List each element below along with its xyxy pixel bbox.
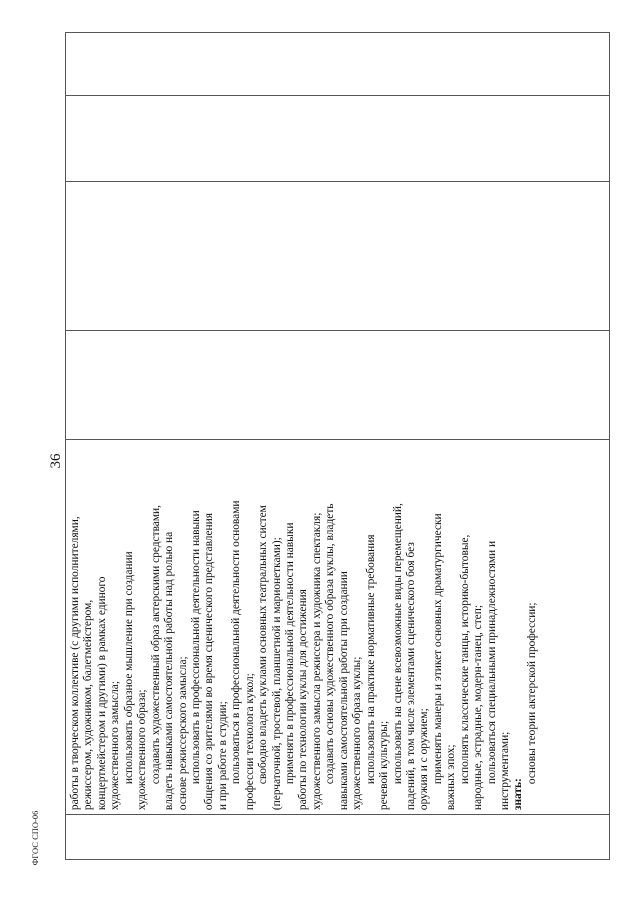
text-line: применять в профессиональной деятельности навыки xyxy=(284,522,296,785)
text-line: концертмейстером и другими) в рамках единого xyxy=(95,576,108,811)
text-line: основы теории актерской профессии; xyxy=(525,602,538,785)
text-line: использовать на сцене всевозможные виды перемещений, xyxy=(391,503,404,785)
text-line: знать: xyxy=(512,778,525,811)
text-line: исполнять классические танцы, историко-бытовые, xyxy=(458,534,471,785)
text-line: пользоваться в профессиональной деятельности основами xyxy=(230,500,243,785)
text-line: художественного образа; xyxy=(136,689,149,811)
text-line: падений, в том числе элементами сценического боя без xyxy=(404,542,417,811)
table-column-6 xyxy=(66,33,609,95)
text-line: основе режиссерского замысла; xyxy=(176,656,189,811)
table-column-2 xyxy=(66,439,609,814)
text-line: речевой культуры; xyxy=(378,720,391,811)
text-line: свободно владеть куклами основных театральных систем xyxy=(257,505,270,785)
text-line: применять манеры и этикет основных драматургически xyxy=(431,513,444,785)
text-line: важных эпох; xyxy=(445,744,458,811)
table-column-4 xyxy=(66,181,609,331)
skills-text xyxy=(69,443,539,810)
text-line: работы в творческом коллективе (с другими исполнителями, xyxy=(69,516,81,811)
competency-table xyxy=(65,32,610,860)
table-column-1 xyxy=(66,814,609,859)
text-line: создавать художественный образ актерскими средствами, xyxy=(149,504,162,785)
page-number: 36 xyxy=(48,453,64,469)
text-line: использовать образное мышление при создании xyxy=(122,551,135,785)
text-line: народные, эстрадные, модерн-танец, степ; xyxy=(472,605,485,811)
text-line: пользоваться специальными принадлежностями и xyxy=(485,540,498,785)
text-line: художественного образа куклы; xyxy=(351,656,364,811)
text-line: создавать основы художественного образа куклы, владеть xyxy=(324,503,337,785)
text-line: (перчаточной, тростевой, планшетной и марионетками); xyxy=(270,537,283,811)
footer-label: ФГОС СПО-06 xyxy=(30,810,40,866)
text-line: оружия и с оружием; xyxy=(418,708,431,811)
text-line: владеть навыками самостоятельной работы над ролью на xyxy=(163,531,176,811)
table-column-3 xyxy=(66,330,609,439)
text-line: художественного замысла; xyxy=(109,681,122,811)
text-line: использовать в профессиональной деятельности навыки xyxy=(189,510,202,785)
text-line: использовать на практике нормативные требования xyxy=(364,534,377,785)
text-line: художественного замысла режиссера и художника спектакля; xyxy=(310,512,323,811)
table-column-5 xyxy=(66,95,609,181)
text-line: режиссером, художником, балетмейстером, xyxy=(82,599,95,811)
text-line: инструментами; xyxy=(499,731,511,811)
text-line: и при работе в студии; xyxy=(216,701,229,811)
text-line: общения со зрителями во время сценического представления xyxy=(203,513,216,811)
table-rotated xyxy=(65,32,610,860)
text-line: профессии технолога кукол; xyxy=(243,673,256,811)
text-line: навыками самостоятельной работы при создании xyxy=(337,571,350,811)
text-line: работы по технологии куклы для достижения xyxy=(297,589,310,811)
